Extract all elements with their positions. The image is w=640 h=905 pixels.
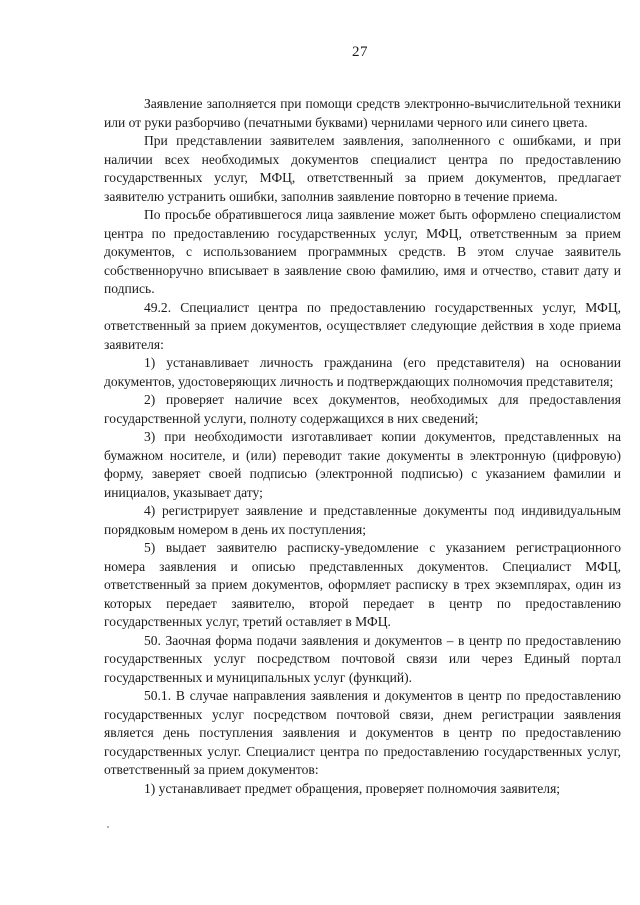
paragraph-50-1: 50.1. В случае направления заявления и документов в центр по предоставлению государственных услуг посредством почтовой связи, днем регистрации заявления является день поступления заявления и документов в центр по предоставлению государственных услуг. Специалист центра по предоставлению государственных услуг, ответственный за прием документов:: [104, 688, 621, 777]
list-item-5: 5) выдает заявителю расписку-уведомление с указанием регистрационного номера заявления и описью представленных документов. Специалист МФЦ, ответственный за прием документов, оформляет расписку в трех экземплярах, один из которых передает заявителю, второй передает в центр по предоставлению государственных услуг, третий оставляет в МФЦ.: [104, 540, 621, 629]
list-item-1: 1) устанавливает личность гражданина (его представителя) на основании документов, удостоверяющих личность и подтверждающих полномочия представителя;: [104, 355, 621, 389]
paragraph-form-filling: Заявление заполняется при помощи средств электронно-вычислительной техники или от руки разборчиво (печатными буквами) чернилами черного или синего цвета.: [104, 96, 621, 130]
page-number: 27: [352, 44, 368, 60]
paragraph-49-2: 49.2. Специалист центра по предоставлению государственных услуг, МФЦ, ответственный за прием документов, осуществляет следующие действия в ходе приема заявителя:: [104, 299, 621, 352]
list-item-2: 2) проверяет наличие всех документов, необходимых для предоставления государственной услуги, полноту содержащихся в них сведений;: [104, 392, 621, 426]
list-item-4: 4) регистрирует заявление и представленные документы под индивидуальным порядковым номером в день их поступления;: [104, 503, 621, 537]
scan-artifact: [107, 826, 109, 828]
paragraph-errors: При представлении заявителем заявления, заполненного с ошибками, и при наличии всех необходимых документов специалист центра по предоставлению государственных услуг, МФЦ, ответственный за прием документов, предлагает заявителю устранить ошибки, заполнив заявление повторно в течение приема.: [104, 133, 621, 204]
list-item-3: 3) при необходимости изготавливает копии документов, представленных на бумажном носителе, и (или) переводит такие документы в электронную (цифровую) форму, заверяет своей подписью (электронной подписью) с указанием фамилии и инициалов, указывает дату;: [104, 429, 621, 500]
document-body: [104, 95, 621, 798]
paragraph-request-filling: По просьбе обратившегося лица заявление может быть оформлено специалистом центра по предоставлению государственных услуг, МФЦ, ответственным за прием документов, с использованием программных средств. В этом случае заявитель собственноручно вписывает в заявление свою фамилию, имя и отчество, ставит дату и подпись.: [104, 207, 621, 296]
paragraph-50: 50. Заочная форма подачи заявления и документов – в центр по предоставлению государственных услуг посредством почтовой связи или через Единый портал государственных и муниципальных услуг (функций).: [104, 632, 621, 685]
list-item-50-1-1: 1) устанавливает предмет обращения, проверяет полномочия заявителя;: [144, 780, 561, 796]
